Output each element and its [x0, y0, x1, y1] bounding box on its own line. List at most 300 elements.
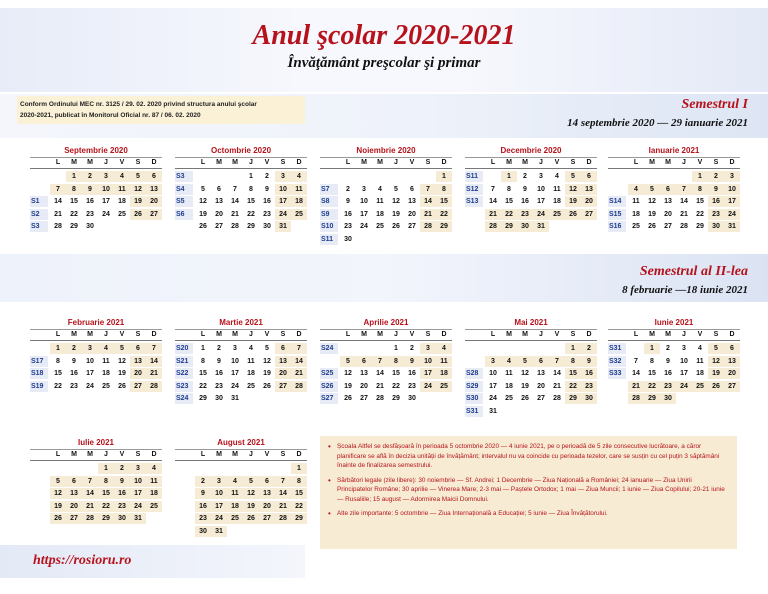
day-cell: 6	[259, 476, 275, 487]
day-cell: 5	[565, 171, 581, 182]
weekday-label: S	[135, 331, 141, 338]
month-divider	[175, 329, 307, 330]
semester1-title: Semestrul I	[681, 97, 748, 112]
day-cell: 1	[436, 171, 452, 182]
day-cell: 7	[82, 476, 98, 487]
week-number	[30, 463, 48, 474]
day-cell: 9	[114, 476, 130, 487]
day-cell: 5	[340, 356, 356, 367]
day-cell: 25	[247, 382, 255, 390]
weekday-label: D	[151, 331, 157, 338]
weekday-label: D	[441, 331, 447, 338]
week-number: S21	[175, 356, 193, 367]
month-calendar	[175, 318, 307, 416]
day-cell: 13	[130, 356, 146, 367]
month-days	[320, 170, 452, 245]
day-cell: 7	[50, 184, 66, 195]
day-cell: 7	[634, 357, 638, 365]
day-cell: 6	[275, 343, 291, 354]
weekday-label: V	[119, 451, 125, 458]
day-cell: 28	[376, 395, 384, 402]
weekday-label: J	[539, 159, 543, 166]
day-cell: 24	[231, 382, 239, 390]
day-cell: 1	[565, 343, 581, 354]
day-cell: 12	[708, 356, 724, 367]
day-cell: 15	[199, 370, 207, 377]
weekday-header	[175, 159, 307, 169]
day-cell: 28	[82, 513, 98, 524]
month-divider	[175, 449, 307, 450]
footer-link[interactable]: https://rosioru.ro	[33, 553, 132, 568]
day-cell: 19	[130, 196, 146, 207]
weekday-label: M	[649, 159, 655, 166]
week-row	[608, 195, 740, 208]
day-cell: 3	[682, 345, 686, 352]
day-cell: 4	[436, 343, 452, 354]
month-divider	[175, 157, 307, 158]
day-cell: 17	[86, 370, 94, 377]
weekday-label: M	[232, 159, 238, 166]
weekday-header	[608, 331, 740, 341]
weekday-label: M	[377, 331, 383, 338]
day-cell: 6	[660, 184, 676, 195]
day-cell: 17	[231, 370, 239, 377]
weekday-label: D	[729, 159, 735, 166]
day-cell: 8	[249, 185, 253, 193]
day-cell: 19	[392, 210, 400, 218]
day-cell: 27	[259, 513, 275, 524]
day-cell: 2	[217, 345, 221, 352]
day-cell: 17	[537, 198, 545, 205]
day-cell: 15	[70, 198, 78, 205]
day-cell: 16	[70, 370, 78, 377]
week-row	[465, 195, 597, 208]
weekday-label: L	[633, 159, 639, 166]
day-cell: 4	[555, 173, 559, 180]
week-number: S26	[320, 381, 338, 392]
day-cell: 6	[581, 171, 597, 182]
day-cell: 27	[146, 209, 162, 220]
day-cell: 22	[644, 381, 660, 392]
week-row	[30, 367, 162, 380]
day-cell: 5	[644, 184, 660, 195]
day-cell: 25	[505, 395, 513, 402]
week-row	[175, 183, 307, 196]
day-cell: 14	[275, 488, 291, 499]
day-cell: 25	[291, 209, 307, 220]
week-number	[320, 356, 338, 367]
week-number: S17	[30, 356, 48, 367]
weekday-label: L	[345, 159, 351, 166]
weekday-label: J	[104, 331, 108, 338]
day-cell: 15	[247, 198, 255, 205]
weekday-label: S	[280, 451, 286, 458]
day-cell: 16	[86, 198, 94, 205]
day-cell: 23	[114, 501, 130, 512]
week-number: S30	[465, 393, 483, 404]
day-cell: 14	[420, 196, 436, 207]
day-cell: 19	[708, 368, 724, 379]
weekday-label: D	[296, 331, 302, 338]
month-calendar	[608, 146, 740, 244]
day-cell: 9	[581, 356, 597, 367]
weekday-label: V	[409, 331, 415, 338]
day-cell: 10	[537, 185, 545, 193]
week-row	[465, 183, 597, 196]
weekday-label: J	[249, 331, 253, 338]
weekday-label: L	[345, 331, 351, 338]
week-row	[320, 355, 452, 368]
weekday-label: M	[216, 451, 222, 458]
day-cell: 17	[489, 382, 497, 390]
weekday-label: M	[522, 331, 528, 338]
weekday-label: V	[554, 331, 560, 338]
weekday-label: S	[135, 451, 141, 458]
day-cell: 1	[50, 343, 66, 354]
weekday-label: S	[280, 159, 286, 166]
day-cell: 22	[291, 501, 307, 512]
weekday-header	[320, 159, 452, 169]
day-cell: 28	[485, 221, 501, 232]
weekday-label: M	[506, 331, 512, 338]
day-cell: 22	[54, 382, 62, 390]
weekday-label: D	[151, 159, 157, 166]
day-cell: 20	[408, 210, 416, 218]
day-cell: 8	[565, 356, 581, 367]
day-cell: 26	[392, 223, 400, 230]
day-cell: 8	[98, 476, 114, 487]
day-cell: 7	[146, 343, 162, 354]
weekday-label: V	[264, 451, 270, 458]
day-cell: 16	[344, 210, 352, 218]
weekday-label: D	[586, 331, 592, 338]
week-row	[30, 208, 162, 221]
day-cell: 17	[680, 370, 688, 377]
week-row	[320, 233, 452, 246]
weekday-label: V	[697, 159, 703, 166]
day-cell: 30	[660, 393, 676, 404]
day-cell: 14	[553, 370, 561, 377]
weekday-label: L	[55, 159, 61, 166]
weekday-label: M	[665, 159, 671, 166]
day-cell: 1	[692, 171, 708, 182]
semester1-dates: 14 septembrie 2020 — 29 ianuarie 2021	[567, 117, 748, 129]
day-cell: 23	[263, 210, 271, 218]
week-number	[30, 343, 48, 354]
day-cell: 18	[146, 488, 162, 499]
week-row	[30, 195, 162, 208]
week-number	[608, 184, 626, 195]
weekday-label: M	[377, 159, 383, 166]
day-cell: 7	[233, 185, 237, 193]
week-number: S24	[320, 343, 338, 354]
day-cell: 2	[523, 173, 527, 180]
weekday-label: L	[55, 451, 61, 458]
day-cell: 23	[517, 209, 533, 220]
day-cell: 9	[195, 488, 211, 499]
day-cell: 12	[199, 198, 207, 205]
day-cell: 3	[485, 356, 501, 367]
weekday-label: J	[539, 331, 543, 338]
day-cell: 1	[394, 345, 398, 352]
day-cell: 13	[408, 198, 416, 205]
week-row	[30, 220, 162, 233]
day-cell: 11	[632, 198, 640, 205]
day-cell: 23	[708, 209, 724, 220]
day-cell: 5	[708, 343, 724, 354]
day-cell: 17	[102, 198, 110, 205]
week-row	[30, 170, 162, 183]
day-cell: 24	[489, 395, 497, 402]
day-cell: 4	[98, 343, 114, 354]
day-cell: 17	[211, 501, 227, 512]
day-cell: 26	[521, 395, 529, 402]
day-cell: 2	[82, 171, 98, 182]
weekday-label: L	[200, 159, 206, 166]
weekday-label: V	[697, 331, 703, 338]
day-cell: 16	[215, 370, 223, 377]
day-cell: 27	[130, 381, 146, 392]
week-number: S25	[320, 368, 338, 379]
day-cell: 15	[505, 198, 513, 205]
day-cell: 21	[146, 368, 162, 379]
day-cell: 4	[628, 184, 644, 195]
weekday-label: M	[361, 331, 367, 338]
day-cell: 21	[231, 210, 239, 218]
day-cell: 13	[259, 488, 275, 499]
bullet-icon: •	[328, 442, 331, 451]
weekday-label: M	[506, 159, 512, 166]
day-cell: 21	[420, 209, 436, 220]
week-number: S13	[465, 196, 483, 207]
week-number	[30, 184, 48, 195]
day-cell: 19	[521, 382, 529, 390]
day-cell: 11	[114, 184, 130, 195]
day-cell: 4	[146, 463, 162, 474]
day-cell: 3	[539, 173, 543, 180]
day-cell: 21	[291, 368, 307, 379]
weekday-header	[30, 331, 162, 341]
day-cell: 9	[404, 356, 420, 367]
day-cell: 30	[114, 513, 130, 524]
day-cell: 4	[501, 356, 517, 367]
day-cell: 25	[632, 223, 640, 230]
day-cell: 8	[388, 356, 404, 367]
month-days	[175, 170, 307, 233]
weekday-label: D	[586, 159, 592, 166]
day-cell: 3	[233, 345, 237, 352]
weekday-label: S	[713, 331, 719, 338]
week-number: S14	[608, 196, 626, 207]
week-row	[30, 475, 162, 488]
day-cell: 25	[692, 381, 708, 392]
day-cell: 12	[392, 198, 400, 205]
weekday-label: S	[280, 331, 286, 338]
day-cell: 13	[581, 184, 597, 195]
day-cell: 30	[517, 221, 533, 232]
week-number	[465, 343, 483, 354]
day-cell: 19	[263, 370, 271, 377]
day-cell: 16	[263, 198, 271, 205]
week-row	[608, 208, 740, 221]
day-cell: 15	[648, 370, 656, 377]
week-row	[320, 208, 452, 221]
day-cell: 3	[98, 171, 114, 182]
day-cell: 15	[392, 370, 400, 377]
day-cell: 20	[66, 501, 82, 512]
week-row	[30, 512, 162, 525]
day-cell: 1	[201, 345, 205, 352]
month-calendar	[30, 438, 162, 536]
day-cell: 22	[436, 209, 452, 220]
day-cell: 3	[275, 171, 291, 182]
weekday-label: M	[649, 331, 655, 338]
week-number: S29	[465, 381, 483, 392]
week-row	[175, 342, 307, 355]
day-cell: 1	[501, 171, 517, 182]
month-calendar	[175, 146, 307, 244]
week-row	[320, 392, 452, 405]
weekday-label: J	[249, 451, 253, 458]
day-cell: 24	[360, 223, 368, 230]
day-cell: 29	[501, 221, 517, 232]
day-cell: 2	[410, 345, 414, 352]
day-cell: 11	[696, 357, 704, 365]
day-cell: 29	[247, 223, 255, 230]
day-cell: 16	[581, 368, 597, 379]
day-cell: 27	[537, 395, 545, 402]
day-cell: 22	[392, 382, 400, 390]
day-cell: 1	[249, 173, 253, 180]
day-cell: 21	[680, 210, 688, 218]
month-calendar	[465, 318, 597, 416]
week-row	[608, 392, 740, 405]
weekday-header	[30, 159, 162, 169]
week-row	[175, 380, 307, 393]
month-divider	[30, 329, 162, 330]
week-row	[175, 500, 307, 513]
weekday-label: J	[249, 159, 253, 166]
week-row	[465, 342, 597, 355]
note-text: Școala Altfel se desfășoară în perioada 5 octombrie 2020 — 4 iunie 2021, pe o perioadă de 5 zile consecutive lucrătoare, a căror planificare se află în decizia unității de învățământ; intervalul nu va coincide cu perioada tezelor, care se susțin cu cel puțin 3 săptămâni înainte de finalizarea semestrului.	[337, 443, 720, 469]
day-cell: 9	[666, 357, 670, 365]
day-cell: 26	[130, 209, 146, 220]
week-number: S16	[608, 221, 626, 232]
day-cell: 8	[201, 357, 205, 365]
day-cell: 8	[692, 184, 708, 195]
week-number: S6	[175, 209, 193, 220]
week-row	[30, 380, 162, 393]
week-number: S4	[175, 184, 193, 195]
day-cell: 9	[708, 184, 724, 195]
day-cell: 10	[680, 357, 688, 365]
semester2-dates: 8 februarie —18 iunie 2021	[622, 284, 748, 296]
week-number: S18	[30, 368, 48, 379]
month-title: Octombrie 2020	[210, 146, 272, 155]
day-cell: 5	[130, 171, 146, 182]
weekday-label: D	[441, 159, 447, 166]
day-cell: 12	[565, 184, 581, 195]
week-row	[465, 220, 597, 233]
day-cell: 10	[489, 370, 497, 377]
day-cell: 5	[50, 476, 66, 487]
day-cell: 14	[680, 198, 688, 205]
weekday-label: V	[554, 159, 560, 166]
weekday-label: J	[394, 159, 398, 166]
day-cell: 29	[392, 395, 400, 402]
day-cell: 10	[130, 476, 146, 487]
day-cell: 10	[724, 184, 740, 195]
weekday-header	[175, 451, 307, 461]
day-cell: 28	[628, 393, 644, 404]
day-cell: 12	[521, 370, 529, 377]
day-cell: 16	[664, 370, 672, 377]
day-cell: 12	[118, 357, 126, 365]
day-cell: 31	[275, 221, 291, 232]
week-number: S31	[608, 343, 626, 354]
day-cell: 2	[346, 185, 350, 193]
week-row	[175, 525, 307, 538]
day-cell: 29	[199, 395, 207, 402]
day-cell: 7	[491, 185, 495, 193]
weekday-label: M	[522, 159, 528, 166]
day-cell: 18	[291, 196, 307, 207]
weekday-label: S	[135, 159, 141, 166]
month-divider	[30, 157, 162, 158]
week-row	[465, 405, 597, 418]
day-cell: 18	[118, 198, 126, 205]
day-cell: 7	[291, 343, 307, 354]
day-cell: 18	[376, 210, 384, 218]
month-days	[320, 342, 452, 405]
day-cell: 23	[660, 381, 676, 392]
day-cell: 18	[247, 370, 255, 377]
day-cell: 10	[211, 488, 227, 499]
day-cell: 6	[66, 476, 82, 487]
day-cell: 14	[489, 198, 497, 205]
day-cell: 15	[565, 368, 581, 379]
day-cell: 23	[408, 382, 416, 390]
weekday-label: M	[87, 451, 93, 458]
day-cell: 4	[291, 171, 307, 182]
week-number: S23	[175, 381, 193, 392]
week-row	[175, 392, 307, 405]
month-days	[608, 170, 740, 233]
month-days	[175, 342, 307, 405]
weekday-label: S	[425, 331, 431, 338]
day-cell: 8	[507, 185, 511, 193]
day-cell: 11	[291, 184, 307, 195]
day-cell: 21	[553, 382, 561, 390]
month-divider	[465, 157, 597, 158]
week-number: S24	[175, 393, 193, 404]
week-number: S9	[320, 209, 338, 220]
week-row	[175, 355, 307, 368]
day-cell: 12	[344, 370, 352, 377]
month-title: Decembrie 2020	[500, 146, 562, 155]
week-number: S19	[30, 381, 48, 392]
weekday-label: J	[682, 331, 686, 338]
day-cell: 11	[376, 198, 384, 205]
day-cell: 4	[249, 345, 253, 352]
day-cell: 22	[565, 381, 581, 392]
weekday-header	[320, 331, 452, 341]
day-cell: 9	[72, 357, 76, 365]
day-cell: 19	[118, 370, 126, 377]
month-title: Martie 2021	[219, 318, 263, 327]
day-cell: 20	[130, 368, 146, 379]
day-cell: 10	[360, 198, 368, 205]
